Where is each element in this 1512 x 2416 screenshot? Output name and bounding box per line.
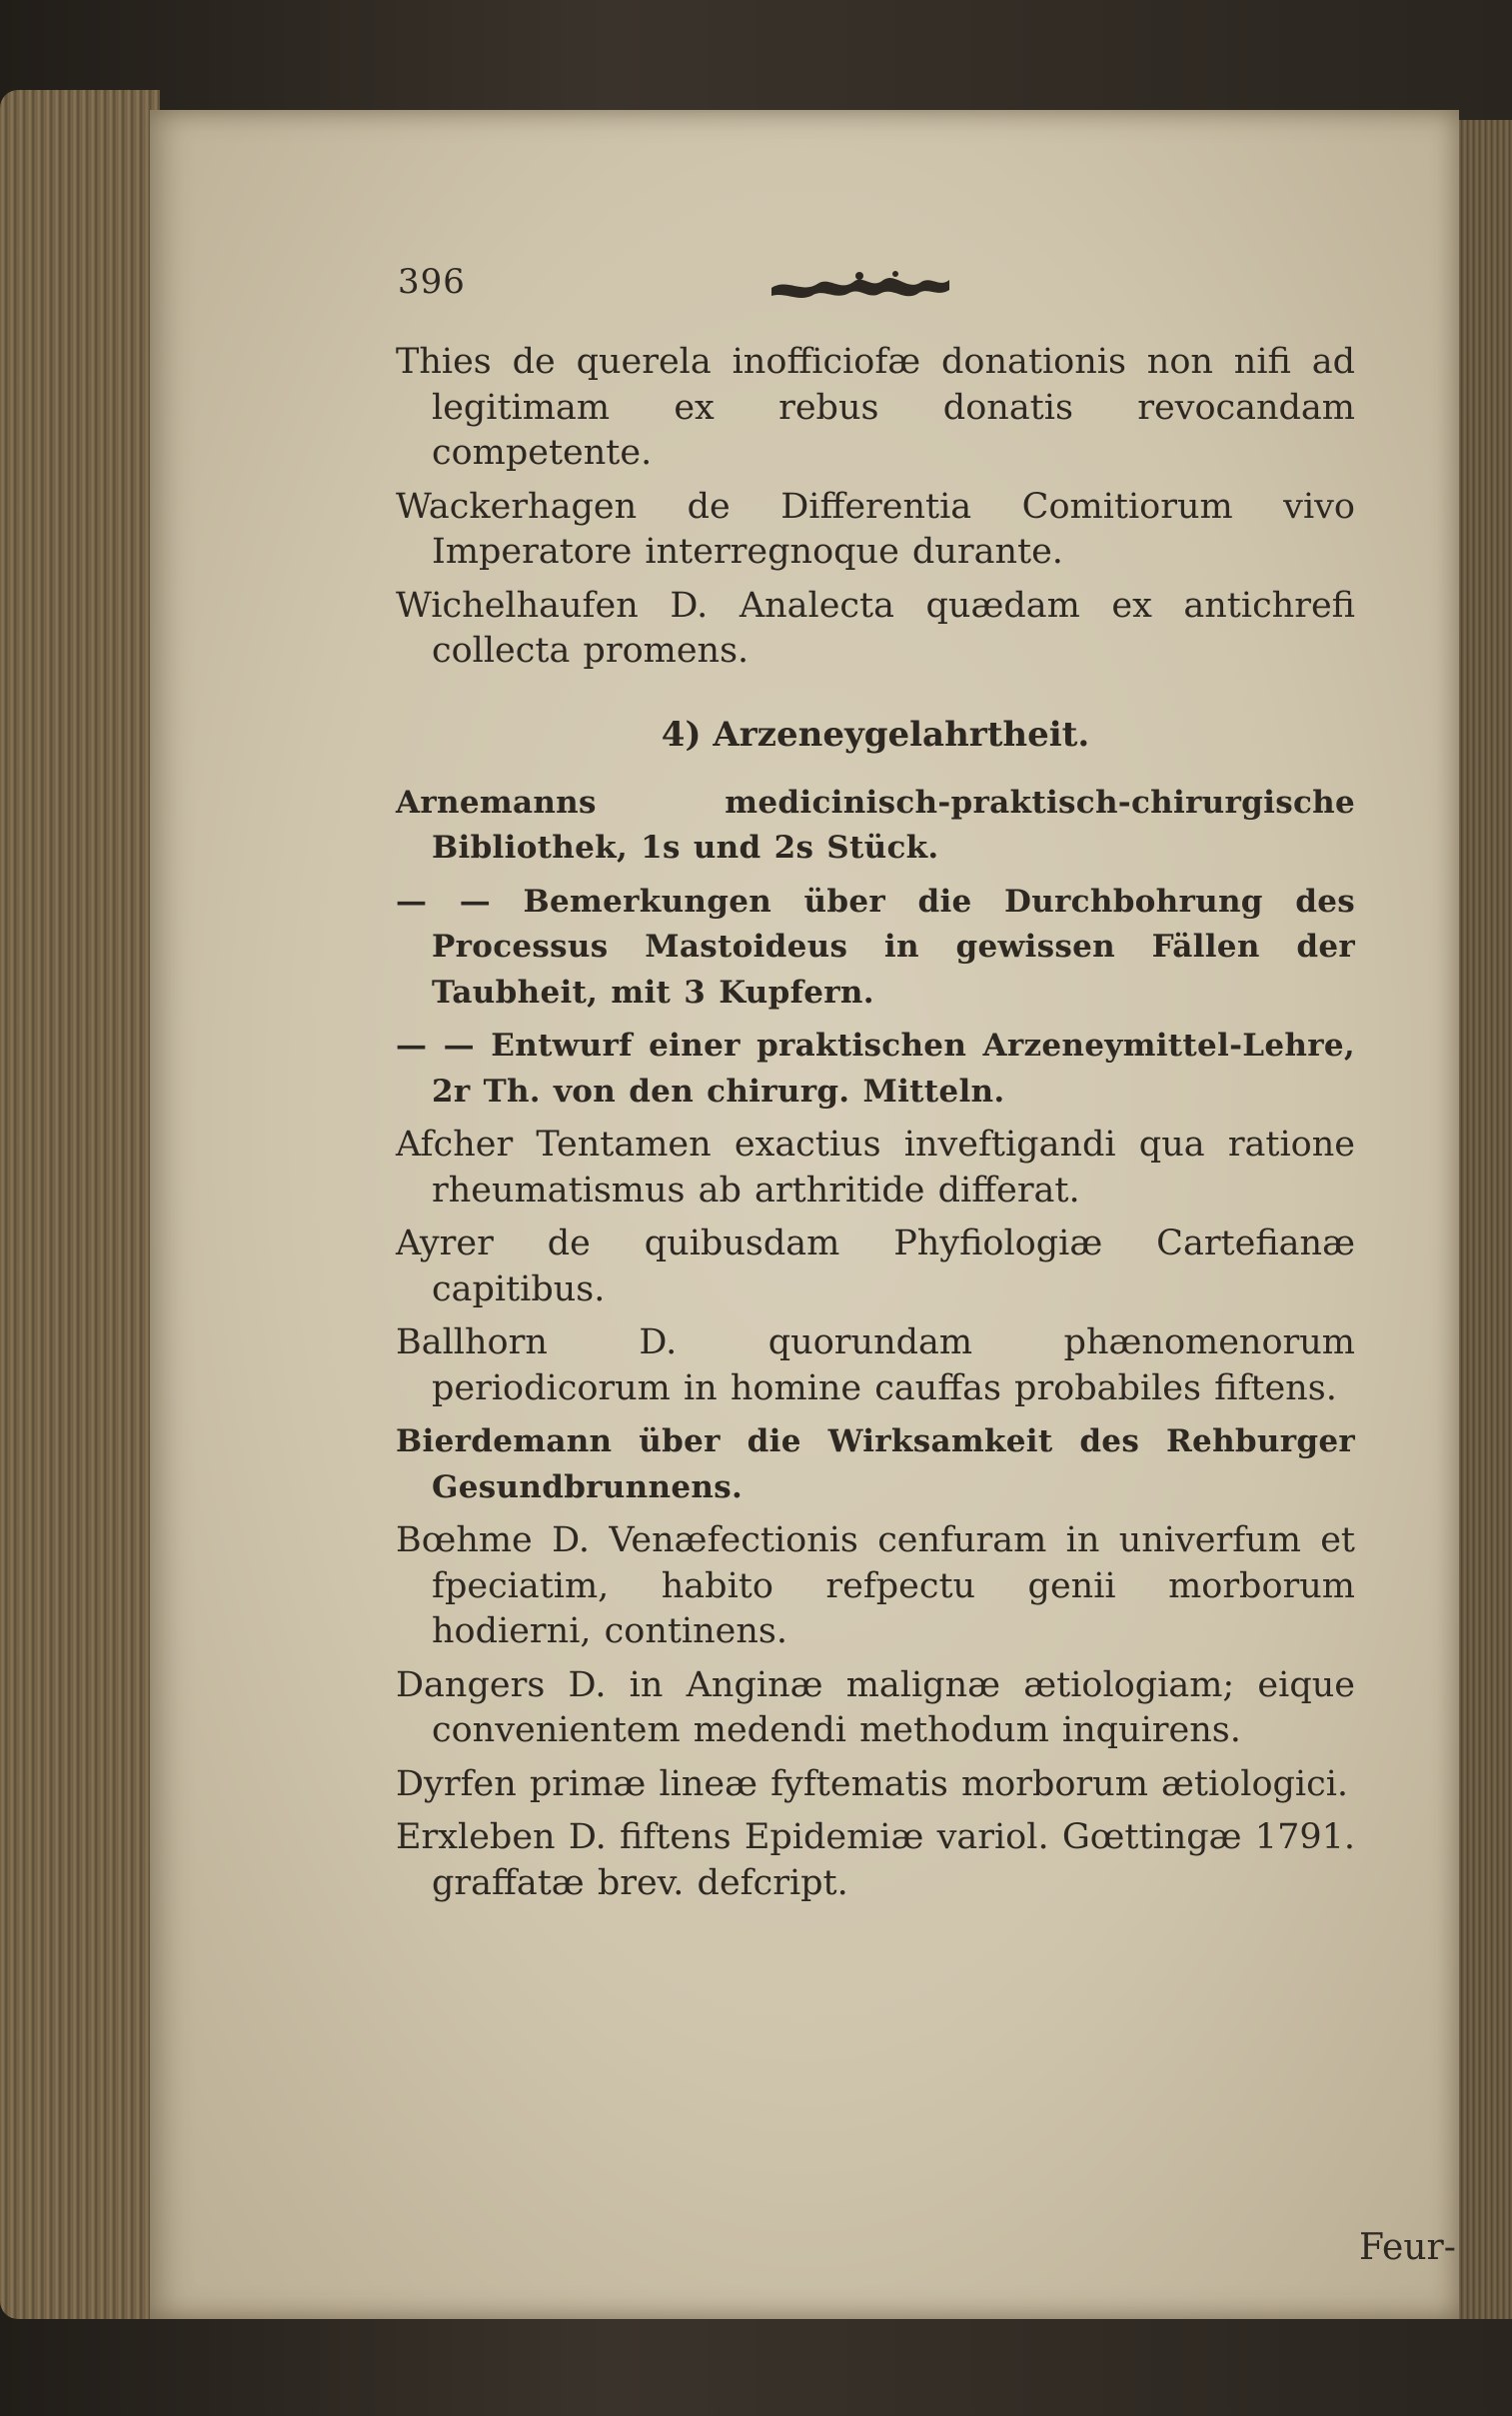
- list-item: — — Entwurf einer praktischen Arzeneymittel-Lehre, 2r Th. von den chirurg. Mitteln.: [396, 1028, 1355, 1110]
- catchword: Feur-: [1359, 2227, 1456, 2268]
- list-item: Ballhorn D. quorundam phænomenorum periodicorum in homine cauffas probabiles fiftens.: [396, 1322, 1355, 1408]
- list-item: Dangers D. in Anginæ malignæ ætiologiam; eique convenientem medendi methodum inquirens.: [396, 1664, 1355, 1750]
- list-item: — — Bemerkungen über die Durchbohrung des Processus Mastoideus in gewissen Fällen der Taubheit, mit 3 Kupfern.: [396, 883, 1355, 1011]
- page-number: 396: [398, 262, 466, 302]
- entry-list: [396, 340, 1355, 1914]
- list-item: Ayrer de quibusdam Phyfiologiæ Cartefianæ capitibus.: [396, 1223, 1355, 1309]
- page-edges-right: [1450, 120, 1512, 2319]
- ornament-icon: [767, 268, 952, 302]
- list-item: Wackerhagen de Differentia Comitiorum vivo Imperatore interregnoque durante.: [396, 486, 1355, 572]
- list-item: Wichelhaufen D. Analecta quædam ex antichrefi collecta promens.: [396, 585, 1355, 671]
- list-item: Dyrfen primæ lineæ fyftematis morborum ætiologici.: [396, 1763, 1349, 1804]
- text-block: [250, 0, 1456, 2416]
- list-item: Bierdemann über die Wirksamkeit des Rehburger Gesundbrunnens.: [396, 1423, 1355, 1505]
- list-item: Afcher Tentamen exactius inveftigandi qua ratione rheumatismus ab arthritide differat.: [396, 1125, 1355, 1210]
- list-item: Erxleben D. fiftens Epidemiæ variol. Gœttingæ 1791. graffatæ brev. defcript.: [396, 1817, 1355, 1903]
- section-title: Arzeneygelahrtheit.: [713, 714, 1090, 755]
- list-item: Thies de querela inofficiofæ donationis non nifi ad legitimam ex rebus donatis revocandam competente.: [396, 342, 1355, 473]
- list-item: Bœhme D. Venæfectionis cenfuram in univerfum et fpeciatim, habito refpectu genii morborum hodierni, continens.: [396, 1520, 1355, 1651]
- page-edges-left: [0, 90, 160, 2319]
- section-number: 4): [661, 714, 702, 755]
- list-item: Arnemanns medicinisch-praktisch-chirurgische Bibliothek, 1s und 2s Stück.: [396, 784, 1355, 866]
- page-header: [398, 262, 1297, 322]
- section-heading: [396, 715, 1355, 755]
